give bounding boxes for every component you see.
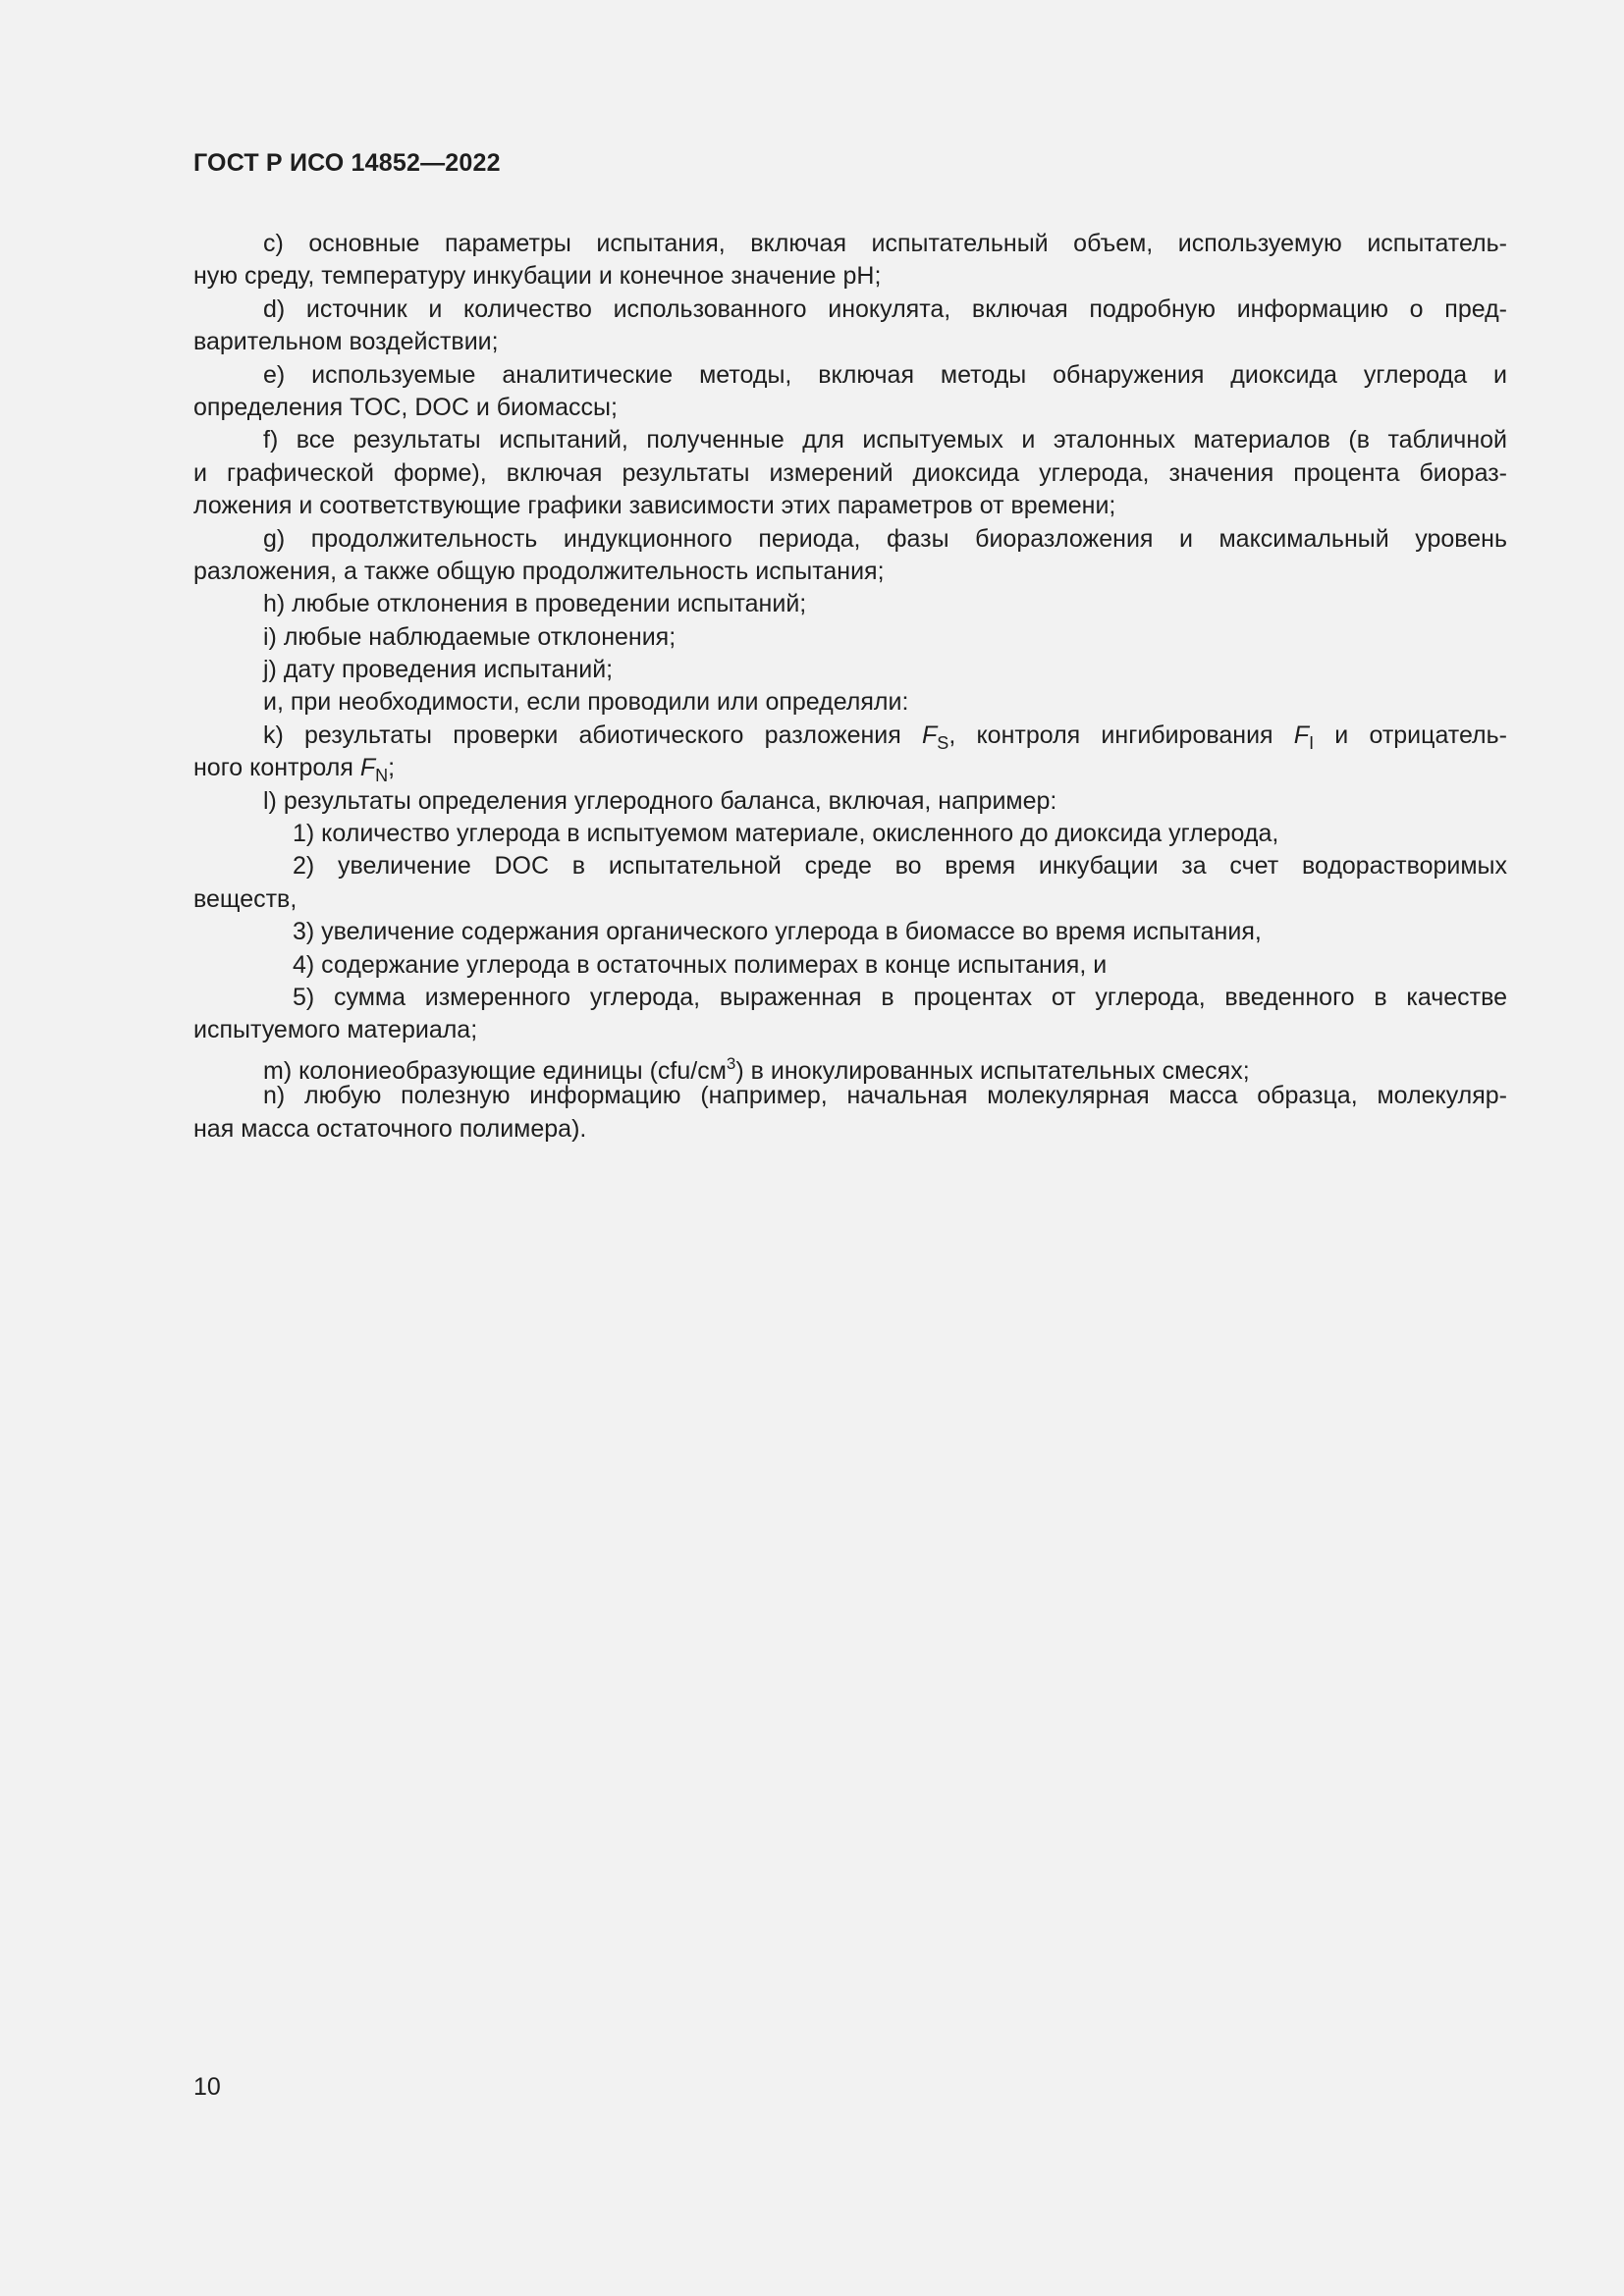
paragraph	[193, 818, 1507, 850]
paragraph	[193, 228, 1507, 294]
text-segment: разложения, а также общую продолжительность испытания;	[193, 557, 885, 585]
text-segment: испытуемого материала;	[193, 1016, 478, 1044]
paragraph	[193, 424, 1507, 522]
text-line	[193, 228, 1507, 260]
text-segment: ного контроля	[193, 754, 360, 782]
italic-symbol: F	[359, 754, 376, 782]
text-line	[193, 916, 1507, 948]
paragraph	[193, 916, 1507, 948]
text-line	[193, 720, 1507, 752]
paragraph	[193, 982, 1507, 1047]
text-segment: m) колониеобразующие единицы (cfu/см	[263, 1056, 727, 1085]
text-line	[193, 1014, 1507, 1046]
text-segment: k) результаты проверки абиотического разложения	[263, 721, 923, 749]
text-line	[193, 326, 1507, 358]
text-line	[193, 424, 1507, 456]
text-segment: h) любые отклонения в проведении испытаний;	[263, 590, 807, 618]
text-segment: ная масса остаточного полимера).	[193, 1114, 587, 1143]
paragraph	[193, 654, 1507, 686]
text-line	[193, 686, 1507, 719]
text-line	[193, 294, 1507, 326]
paragraph	[193, 359, 1507, 425]
text-segment: 5) сумма измеренного углерода, выраженная в процентах от углерода, введенного в качестве	[293, 983, 1507, 1011]
text-segment: 3) увеличение содержания органического углерода в биомассе во время испытания,	[293, 918, 1262, 946]
text-line	[193, 1080, 1507, 1112]
text-line	[193, 392, 1507, 424]
text-segment: и, при необходимости, если проводили или определяли:	[263, 688, 909, 717]
text-segment: ложения и соответствующие графики зависимости этих параметров от времени;	[193, 492, 1116, 520]
text-segment: определения TOC, DOC и биомассы;	[193, 393, 618, 421]
text-segment: i) любые наблюдаемые отклонения;	[263, 622, 677, 651]
text-segment: ) в инокулированных испытательных смесях;	[735, 1056, 1250, 1085]
text-line	[193, 556, 1507, 588]
text-line	[193, 621, 1507, 654]
text-line	[193, 1047, 1507, 1085]
text-line	[193, 457, 1507, 490]
text-segment: f) все результаты испытаний, полученные для испытуемых и эталонных материалов (в табличной	[263, 426, 1507, 454]
text-segment: c) основные параметры испытания, включая испытательный объем, используемую испытатель-	[263, 230, 1507, 257]
paragraph	[193, 621, 1507, 654]
paragraph	[193, 720, 1507, 785]
text-segment: ;	[388, 754, 396, 782]
text-segment: 2) увеличение DOC в испытательной среде во время инкубации за счет водорастворимых	[293, 852, 1507, 881]
superscript: 3	[726, 1053, 736, 1073]
paragraph	[193, 686, 1507, 719]
text-line	[193, 785, 1507, 818]
text-line	[193, 260, 1507, 293]
text-segment: n) любую полезную информацию (например, начальная молекулярная масса образца, молекуляр-	[263, 1082, 1507, 1110]
paragraph	[193, 850, 1507, 916]
text-segment: l) результаты определения углеродного баланса, включая, например:	[263, 786, 1057, 815]
text-segment: 1) количество углерода в испытуемом материале, окисленного до диоксида углерода,	[293, 820, 1279, 848]
italic-symbol: F	[1293, 721, 1310, 749]
document-body	[193, 228, 1507, 1146]
text-line	[193, 883, 1507, 916]
text-line	[193, 523, 1507, 556]
text-segment: , контроля ингибирования	[948, 721, 1294, 749]
paragraph	[193, 523, 1507, 589]
paragraph	[193, 294, 1507, 359]
text-line	[193, 359, 1507, 392]
text-line	[193, 588, 1507, 620]
text-line	[193, 982, 1507, 1014]
text-segment: 4) содержание углерода в остаточных полимерах в конце испытания, и	[293, 950, 1108, 979]
text-line	[193, 850, 1507, 882]
document-header: ГОСТ Р ИСО 14852—2022	[193, 149, 501, 177]
italic-symbol: F	[922, 721, 938, 749]
text-segment: и отрицатель-	[1314, 721, 1507, 749]
text-line	[193, 654, 1507, 686]
paragraph	[193, 1047, 1507, 1085]
text-segment: и графической форме), включая результаты измерений диоксида углерода, значения процента биораз-	[193, 458, 1507, 487]
text-line	[193, 1113, 1507, 1146]
paragraph	[193, 949, 1507, 982]
page-number: 10	[193, 2073, 221, 2101]
text-line	[193, 490, 1507, 522]
paragraph	[193, 785, 1507, 818]
text-segment: g) продолжительность индукционного периода, фазы биоразложения и максимальный уровень	[263, 524, 1507, 553]
subscript: I	[1309, 732, 1315, 753]
text-segment: варительном воздействии;	[193, 328, 499, 356]
text-line	[193, 752, 1507, 784]
subscript: N	[375, 766, 389, 786]
text-segment: j) дату проведения испытаний;	[263, 656, 614, 684]
paragraph	[193, 1080, 1507, 1146]
text-segment: веществ,	[193, 884, 298, 913]
text-segment: e) используемые аналитические методы, включая методы обнаружения диоксида углерода и	[263, 360, 1507, 389]
text-line	[193, 818, 1507, 850]
text-line	[193, 949, 1507, 982]
paragraph	[193, 588, 1507, 620]
text-segment: ную среду, температуру инкубации и конечное значение pH;	[193, 262, 882, 291]
subscript: S	[937, 732, 949, 753]
text-segment: d) источник и количество использованного инокулята, включая подробную информацию о пред-	[263, 294, 1507, 323]
